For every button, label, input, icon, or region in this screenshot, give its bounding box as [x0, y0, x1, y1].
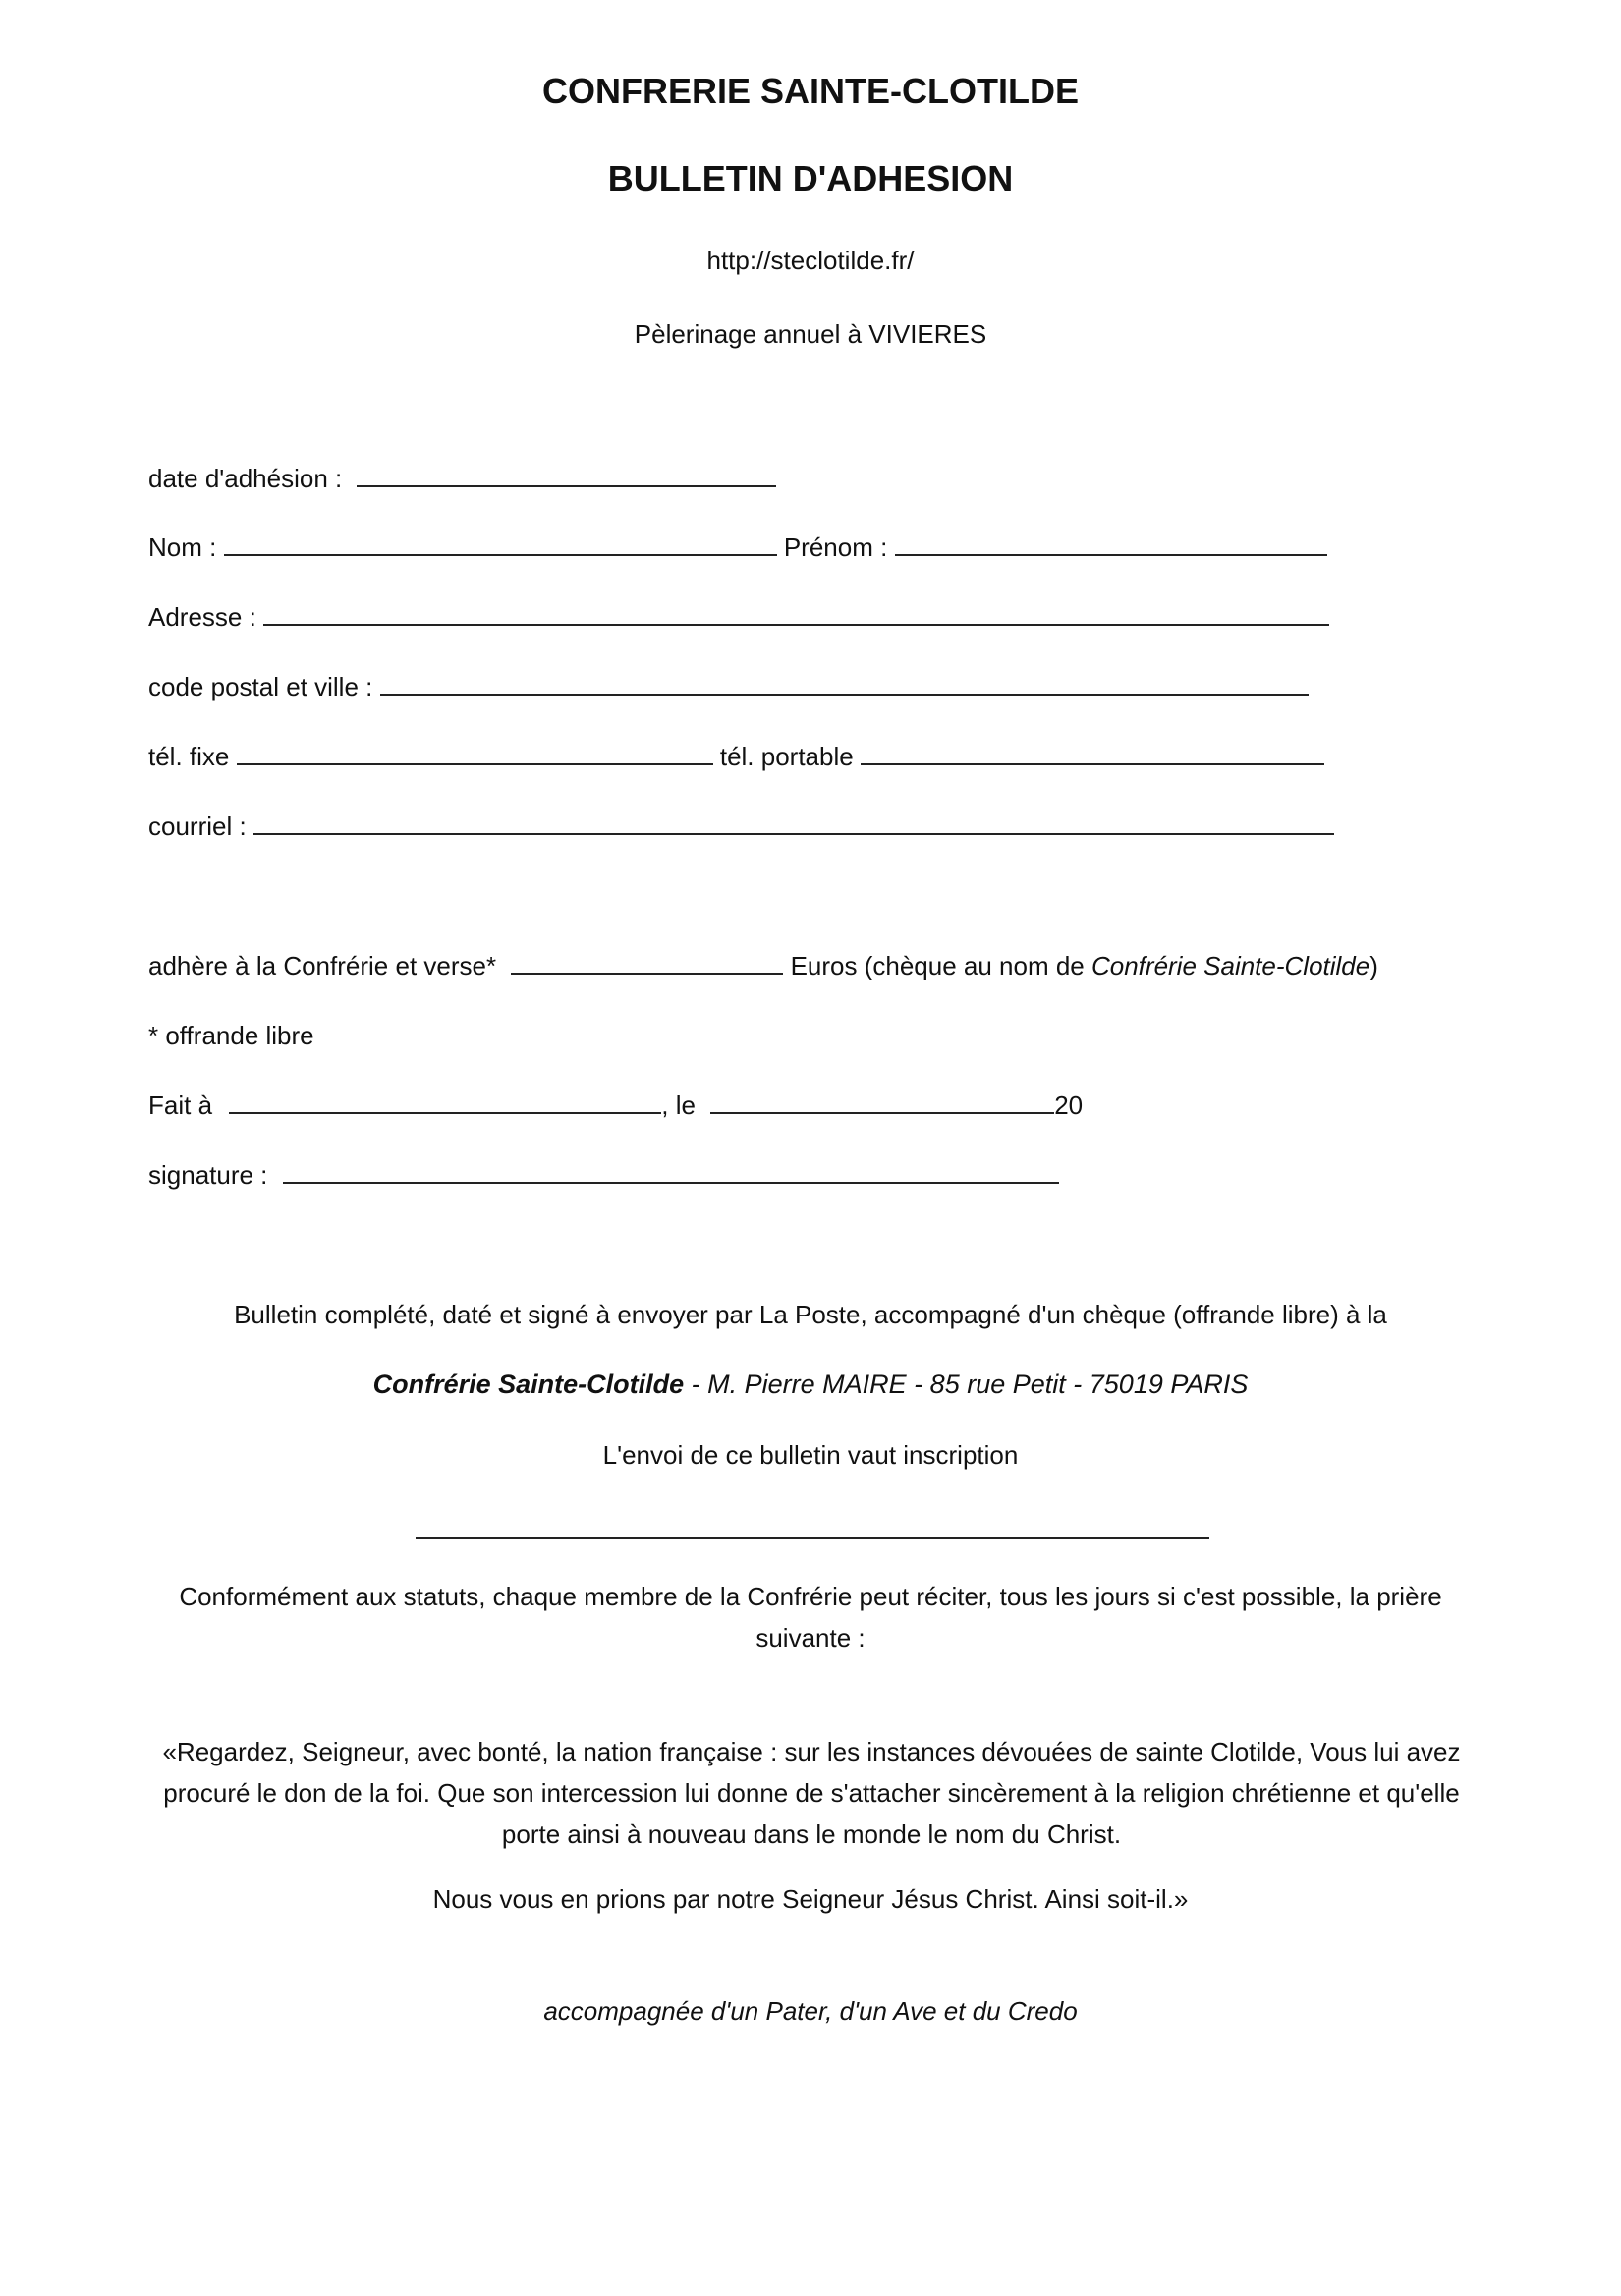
adresse-field[interactable]: [263, 620, 1329, 626]
email-row: [148, 812, 1334, 842]
postal-field[interactable]: [380, 690, 1309, 696]
phone-row: [148, 742, 1324, 772]
tel-fixe-label: tél. fixe: [148, 742, 230, 771]
address-name: Confrérie Sainte-Clotilde: [372, 1370, 685, 1399]
prenom-label: Prénom :: [783, 532, 888, 562]
euros-amount-field[interactable]: [511, 969, 783, 975]
adresse-label: Adresse :: [148, 602, 256, 632]
courriel-label: courriel :: [148, 812, 247, 841]
instructions-line: Bulletin complété, daté et signé à envoyer par La Poste, accompagné d'un chèque (offrande libre) à la: [234, 1300, 1387, 1329]
prenom-field[interactable]: [895, 550, 1327, 556]
signature-label: signature :: [148, 1160, 268, 1190]
closing-line: accompagnée d'un Pater, d'un Ave et du Credo: [543, 1996, 1078, 2026]
statutes-paragraph: Conformément aux statuts, chaque membre de la Confrérie peut réciter, tous les jours si c'est possible, la prière suivante :: [179, 1582, 1442, 1652]
offrande-note: * offrande libre: [148, 1021, 314, 1050]
postal-row: [148, 672, 1309, 702]
fait-label: Fait à: [148, 1091, 213, 1120]
signature-row: [148, 1160, 1059, 1191]
adhere-label: adhère à la Confrérie et verse*: [148, 951, 497, 980]
address-row: [148, 602, 1329, 633]
date-row: [148, 464, 776, 494]
inscription-line: L'envoi de ce bulletin vaut inscription: [602, 1440, 1019, 1470]
mailing-address: [0, 1370, 1621, 1400]
pilgrimage-line: Pèlerinage annuel à VIVIERES: [634, 319, 987, 349]
prayer-end-line: Nous vous en prions par notre Seigneur Jésus Christ. Ainsi soit-il.»: [432, 1884, 1189, 1914]
tel-fixe-field[interactable]: [237, 759, 713, 765]
le-label: , le: [661, 1091, 696, 1120]
prayer-paragraph: «Regardez, Seigneur, avec bonté, la nation française : sur les instances dévouées de sainte Clotilde, Vous lui avez procuré le don de la foi. Que son intercession lui donne de s'attacher sincèrement à la religion chrétienne et qu'elle porte ainsi à nouveau dans le monde le nom du Christ.: [162, 1737, 1461, 1849]
document-title: CONFRERIE SAINTE-CLOTILDE: [542, 71, 1079, 111]
tel-portable-field[interactable]: [861, 759, 1324, 765]
fait-row: [148, 1091, 1083, 1121]
name-row: [148, 532, 1327, 563]
euros-label: Euros (chèque au nom de: [790, 951, 1091, 980]
address-rest: - M. Pierre MAIRE - 85 rue Petit - 75019 PARIS: [684, 1370, 1249, 1399]
euros-payee-name: Confrérie Sainte-Clotilde: [1090, 951, 1370, 980]
year-prefix: 20: [1054, 1091, 1084, 1120]
courriel-field[interactable]: [253, 829, 1334, 835]
website-link[interactable]: http://steclotilde.fr/: [706, 246, 915, 275]
nom-label: Nom :: [148, 532, 217, 562]
nom-field[interactable]: [224, 550, 777, 556]
donation-row: [148, 951, 1378, 981]
separator-line: [416, 1537, 1209, 1539]
postal-label: code postal et ville :: [148, 672, 373, 701]
fait-date-field[interactable]: [710, 1108, 1054, 1114]
euros-close: ): [1369, 951, 1378, 980]
tel-portable-label: tél. portable: [719, 742, 854, 771]
date-label: date d'adhésion :: [148, 464, 343, 493]
document-subtitle: BULLETIN D'ADHESION: [607, 158, 1014, 198]
fait-place-field[interactable]: [229, 1108, 661, 1114]
signature-field[interactable]: [283, 1178, 1059, 1184]
date-field[interactable]: [357, 481, 776, 487]
